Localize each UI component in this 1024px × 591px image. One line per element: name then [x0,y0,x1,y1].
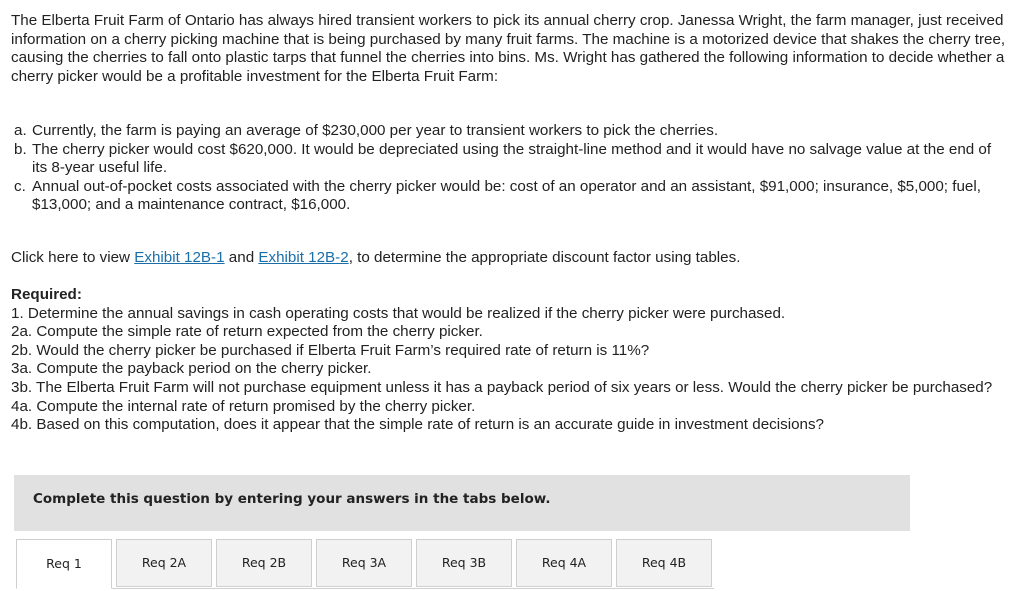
exhibit-suffix: , to determine the appropriate discount factor using tables. [348,249,741,266]
required-line: 3b. The Elberta Fruit Farm will not purchase equipment unless it has a payback period of six years or less. Would the cherry picker be purchased? [11,378,993,396]
list-item-text: Annual out-of-pocket costs associated with the cherry picker would be: cost of an operator and an assistant, $91,000; insurance, $5,000; fuel, $13,000; and a maintenance contract, $16,000. [32,177,981,214]
exhibit-prefix: Click here to view [11,249,135,266]
required-line: 4a. Compute the internal rate of return promised by the cherry picker. [11,397,476,415]
tab-req-1[interactable]: Req 1 [16,539,112,589]
required-line: 2b. Would the cherry picker be purchased if Elberta Fruit Farm’s required rate of return is 11%? [11,341,650,359]
required-line: 4b. Based on this computation, does it appear that the simple rate of return is an accurate guide in investment decisions? [11,416,825,434]
instruction-banner [14,475,910,531]
list-item-text: The cherry picker would cost $620,000. It would be depreciated using the straight-line method and it would have no salvage value at the end of its 8-year useful life. [32,140,992,177]
list-item-text: Currently, the farm is paying an average of $230,000 per year to transient workers to pick the cherries. [32,122,719,139]
exhibit-middle: and [224,249,259,266]
tab-req-4a[interactable]: Req 4A [516,539,612,587]
instruction-banner-text: Complete this question by entering your answers in the tabs below. [33,491,551,507]
required-heading: Required: [11,286,82,303]
tab-req-3b[interactable]: Req 3B [416,539,512,587]
required-line: 3a. Compute the payback period on the cherry picker. [11,360,372,378]
list-item [14,178,1004,215]
tab-req-3a[interactable]: Req 3A [316,539,412,587]
exhibit-12b-1-link[interactable]: Exhibit 12B-1 [134,249,225,266]
list-item-letter: b. [14,140,27,158]
list-item [14,141,1004,178]
exhibit-12b-2-link[interactable]: Exhibit 12B-2 [258,249,349,266]
exhibit-instruction [11,249,1011,268]
problem-intro: The Elberta Fruit Farm of Ontario has always hired transient workers to pick its annual cherry crop. Janessa Wright, the farm manager, just received information on a cherry picking machine that is being purchased by many fruit farms. The machine is a motorized device that shakes the cherry tree, causing the cherries to fall onto plastic tarps that funnel the cherries into bins. Ms. Wright has gathered the following information to decide whether a cherry picker would be a profitable investment for the Elberta Fruit Farm: [11,12,1006,85]
tab-req-2b[interactable]: Req 2B [216,539,312,587]
required-section [11,286,1011,435]
list-item [14,122,1004,141]
tabs-divider [112,588,714,589]
list-item-letter: a. [14,122,27,139]
tab-req-2a[interactable]: Req 2A [116,539,212,587]
given-information-list [14,122,1004,215]
tab-req-4b[interactable]: Req 4B [616,539,712,587]
list-item-letter: c. [14,177,26,195]
required-line: 2a. Compute the simple rate of return expected from the cherry picker. [11,323,483,341]
required-line: 1. Determine the annual savings in cash operating costs that would be realized if the cherry picker were purchased. [11,304,786,322]
